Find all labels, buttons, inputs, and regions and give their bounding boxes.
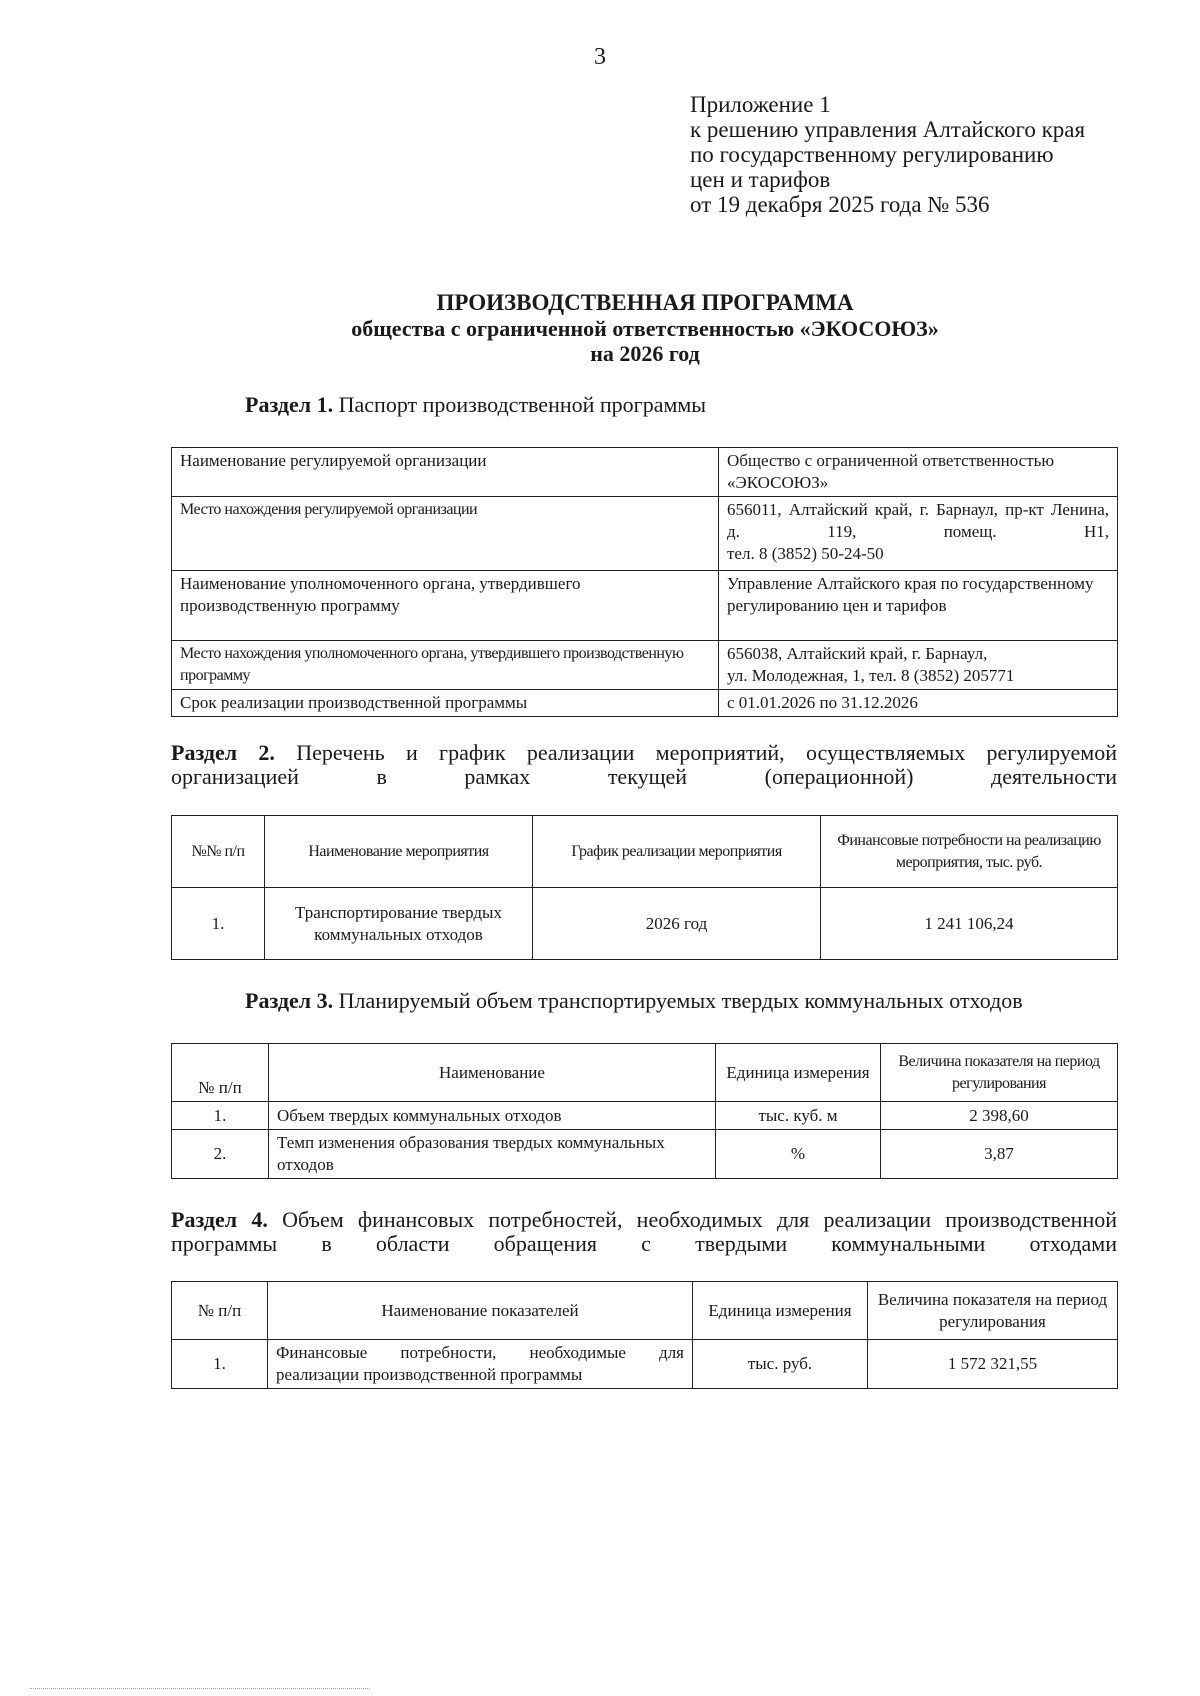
table-cell bbox=[719, 497, 1118, 571]
table-row bbox=[172, 1340, 1118, 1389]
table-header-row bbox=[172, 1044, 1118, 1102]
table-cell: 1. bbox=[172, 1340, 268, 1389]
column-header: Наименование показателей bbox=[268, 1282, 693, 1340]
appendix-line: к решению управления Алтайского края bbox=[690, 117, 1086, 142]
table-cell: Темп изменения образования твердых коммунальных отходов bbox=[269, 1130, 716, 1179]
table-row bbox=[172, 571, 1118, 641]
column-header: Наименование мероприятия bbox=[265, 816, 533, 888]
section1-table bbox=[171, 447, 1118, 717]
appendix-header bbox=[690, 92, 1085, 217]
column-header: Единица измерения bbox=[716, 1044, 881, 1102]
section1-label: Раздел 1. bbox=[245, 392, 334, 417]
scan-artifact-line bbox=[30, 1688, 370, 1689]
table-cell: Транспортирование твердых коммунальных отходов bbox=[265, 888, 533, 960]
cell-line: 656038, Алтайский край, г. Барнаул, bbox=[727, 644, 988, 663]
section1-heading bbox=[245, 393, 706, 417]
table-cell: Место нахождения уполномоченного органа, утвердившего производственную программу bbox=[172, 641, 719, 690]
table-cell: Место нахождения регулируемой организации bbox=[172, 497, 719, 571]
appendix-line: Приложение 1 bbox=[690, 92, 831, 117]
title-line: общества с ограниченной ответственностью «ЭКОСОЮЗ» bbox=[351, 316, 939, 341]
appendix-line: цен и тарифов bbox=[690, 167, 831, 192]
section4-table bbox=[171, 1281, 1118, 1389]
table-cell bbox=[719, 641, 1118, 690]
table-cell: 1. bbox=[172, 888, 265, 960]
section3-heading bbox=[245, 989, 1023, 1013]
column-header: Величина показателя на период регулирования bbox=[881, 1044, 1118, 1102]
title-line: на 2026 год bbox=[590, 341, 700, 366]
table-cell: тыс. руб. bbox=[693, 1340, 868, 1389]
column-header: №№ п/п bbox=[172, 816, 265, 888]
table-cell: 1 241 106,24 bbox=[821, 888, 1118, 960]
section2-heading bbox=[171, 741, 1117, 789]
cell-line: ул. Молодежная, 1, тел. 8 (3852) 205771 bbox=[727, 666, 1015, 685]
table-row bbox=[172, 448, 1118, 497]
title-line: ПРОИЗВОДСТВЕННАЯ ПРОГРАММА bbox=[436, 290, 854, 315]
table-cell: Общество с ограниченной ответственностью «ЭКОСОЮЗ» bbox=[719, 448, 1118, 497]
page-number: 3 bbox=[594, 44, 606, 70]
section3-table bbox=[171, 1043, 1118, 1179]
section2-title: Перечень и график реализации мероприятий, осуществляемых регулируемой организацией в рамках текущей (операционной) деятельности bbox=[171, 740, 1117, 789]
column-header: № п/п bbox=[172, 1282, 268, 1340]
column-header: № п/п bbox=[172, 1044, 269, 1102]
table-header-row bbox=[172, 1282, 1118, 1340]
document-title bbox=[0, 290, 1200, 366]
table-row bbox=[172, 690, 1118, 717]
column-header: График реализации мероприятия bbox=[533, 816, 821, 888]
table-row bbox=[172, 497, 1118, 571]
section3-label: Раздел 3. bbox=[245, 988, 334, 1013]
table-row bbox=[172, 888, 1118, 960]
table-cell: Наименование регулируемой организации bbox=[172, 448, 719, 497]
table-row bbox=[172, 1102, 1118, 1130]
table-cell: Управление Алтайского края по государственному регулированию цен и тарифов bbox=[719, 571, 1118, 641]
table-cell: тыс. куб. м bbox=[716, 1102, 881, 1130]
column-header: Величина показателя на период регулирования bbox=[868, 1282, 1118, 1340]
table-header-row bbox=[172, 816, 1118, 888]
section4-heading bbox=[171, 1208, 1117, 1256]
column-header: Единица измерения bbox=[693, 1282, 868, 1340]
table-cell: Срок реализации производственной программы bbox=[172, 690, 719, 717]
column-header: Наименование bbox=[269, 1044, 716, 1102]
table-cell: Наименование уполномоченного органа, утвердившего производственную программу bbox=[172, 571, 719, 641]
table-cell: 2. bbox=[172, 1130, 269, 1179]
table-cell: % bbox=[716, 1130, 881, 1179]
table-cell: Финансовые потребности, необходимые для реализации производственной программы bbox=[268, 1340, 693, 1389]
table-cell: 1. bbox=[172, 1102, 269, 1130]
table-cell: 2 398,60 bbox=[881, 1102, 1118, 1130]
appendix-line: по государственному регулированию bbox=[690, 142, 1054, 167]
table-cell: с 01.01.2026 по 31.12.2026 bbox=[719, 690, 1118, 717]
section1-title: Паспорт производственной программы bbox=[338, 392, 707, 417]
table-cell: 1 572 321,55 bbox=[868, 1340, 1118, 1389]
table-row bbox=[172, 641, 1118, 690]
table-cell: 3,87 bbox=[881, 1130, 1118, 1179]
cell-line: тел. 8 (3852) 50-24-50 bbox=[727, 544, 884, 563]
appendix-line: от 19 декабря 2025 года № 536 bbox=[690, 192, 990, 217]
section2-label: Раздел 2. bbox=[171, 740, 275, 765]
table-row bbox=[172, 1130, 1118, 1179]
column-header: Финансовые потребности на реализацию мероприятия, тыс. руб. bbox=[821, 816, 1118, 888]
section2-table bbox=[171, 815, 1118, 960]
section3-title: Планируемый объем транспортируемых твердых коммунальных отходов bbox=[338, 988, 1023, 1013]
section4-label: Раздел 4. bbox=[171, 1207, 268, 1232]
cell-line: 656011, Алтайский край, г. Барнаул, пр-кт Ленина, д. 119, помещ. Н1, bbox=[727, 500, 1109, 541]
table-cell: 2026 год bbox=[533, 888, 821, 960]
section4-title: Объем финансовых потребностей, необходимых для реализации производственной программы в области обращения с твердыми коммунальными отходами bbox=[171, 1207, 1118, 1256]
table-cell: Объем твердых коммунальных отходов bbox=[269, 1102, 716, 1130]
